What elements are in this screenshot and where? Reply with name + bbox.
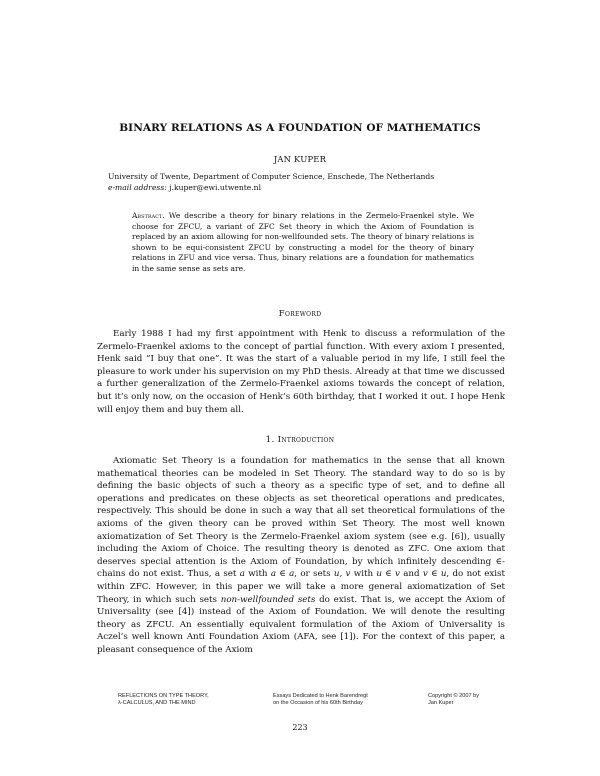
footer-center-line2: on the Occasion of his 60th Birthday: [273, 700, 363, 707]
footer-book-title: [118, 693, 209, 708]
footer-left-line1: REFLECTIONS ON TYPE THEORY,: [118, 693, 209, 699]
math-uv: u, v: [333, 569, 351, 580]
intro-text-1: Axiomatic Set Theory is a foundation for mathematics in the sense that all known mathematical theories can be modeled in Set Theory. The standard way to do so is by defining the basic objects of such a theory as a specific type of set, and to define all operations and predicates on these objects as set theoretical operations and predicates, respectively. This should be done in such a way that all set theoretical formulations of the axioms of the given theory can be proved within Set Theory. The most well known axiomatization of Set Theory is the Zermelo-Fraenkel axiom system (see e.g. [6]), usually including the Axiom of Choice. The resulting theory is denoted as ZFC. One axiom that deserves special attention is the Axiom of Foundation, by which infinitely descending ∈-chains do not exist. Thus, a set: [97, 456, 505, 580]
abstract: [132, 211, 474, 274]
abstract-text: We describe a theory for binary relations in the Zermelo-Fraenkel style. We choose for ZFCU, a variant of ZFC Set theory in which the Axiom of Foundation is replaced by an axiom allowing for non-wellfounded sets. The theory of binary relations is shown to be equi-consistent ZFCU by constructing a model for the theory of binary relations in ZFU and vice versa. Thus, binary relations are a foundation for mathematics in the same sense as sets are.: [132, 211, 475, 273]
footer-left-line2: λ-CALCULUS, AND THE MIND: [118, 700, 196, 707]
math-v-in-u: v ∈ u: [422, 569, 447, 580]
nonwellfounded-sets-term: non-wellfounded sets: [220, 594, 316, 605]
footer-center-line1: Essays Dedicated to Henk Barendregt: [273, 693, 368, 699]
math-u-in-v: u ∈ v: [376, 569, 400, 580]
introduction-body: [97, 455, 505, 657]
intro-text-5: and: [399, 569, 423, 580]
math-a-in-a: a ∈ a: [270, 569, 295, 580]
intro-text-2: with: [244, 569, 271, 580]
intro-text-7: do exist. That is, we accept the Axiom of Universality (see [4]) instead of the Axiom of Foundation. We will denote the resulting theory as ZFCU. An essentially equivalent formulation of the Axiom of Universality is Aczel’s well known Anti Foundation Axiom (AFA, see [1]). For the context of this paper, a pleasant consequence of the Axiom: [97, 594, 505, 655]
foreword-heading: Foreword: [278, 309, 322, 319]
intro-text-4: with: [350, 569, 377, 580]
paper-title: BINARY RELATIONS AS A FOUNDATION OF MATHEMATICS: [119, 122, 481, 134]
author-name: JAN KUPER: [273, 154, 327, 164]
author-affiliation-block: [108, 172, 508, 193]
math-var-a: a: [239, 569, 245, 580]
footer-book-subtitle: [273, 693, 368, 708]
foreword-body: [97, 328, 505, 416]
intro-text-3: , or sets: [294, 569, 334, 580]
email-label: e-mail address:: [108, 182, 167, 192]
affiliation: University of Twente, Department of Computer Science, Enschede, The Netherlands: [108, 172, 435, 181]
foreword-paragraph: Early 1988 I had my first appointment with Henk to discuss a reformulation of the Zermelo-Fraenkel axioms to the concept of partial function. With every axiom I presented, Henk said “I buy that one”. It was the start of a valuable period in my life, I still feel the pleasure to work under his supervision on my PhD thesis. Already at that time we discussed a further generalization of the Zermelo-Fraenkel axioms towards the concept of relation, but it’s only now, on the occasion of Henk’s 60th birthday, that I worked it out. I hope Henk will enjoy them and buy them all.: [97, 329, 505, 415]
introduction-paragraph: [97, 455, 505, 657]
footer-copyright: [428, 693, 479, 708]
footer-right-line1: Copyright © 2007 by: [428, 693, 480, 699]
intro-text-6: , do not exist within ZFC. However, in this paper we will take a more general axiomatization of Set Theory, in which such sets: [97, 569, 505, 605]
footer-right-line2: Jan Kuper: [428, 700, 454, 707]
email-address: j.kuper@ewi.utwente.nl: [169, 182, 262, 192]
abstract-label: Abstract.: [132, 211, 165, 220]
introduction-heading: 1. Introduction: [265, 435, 335, 445]
email-line: [108, 183, 508, 194]
page-number: 223: [292, 723, 308, 732]
